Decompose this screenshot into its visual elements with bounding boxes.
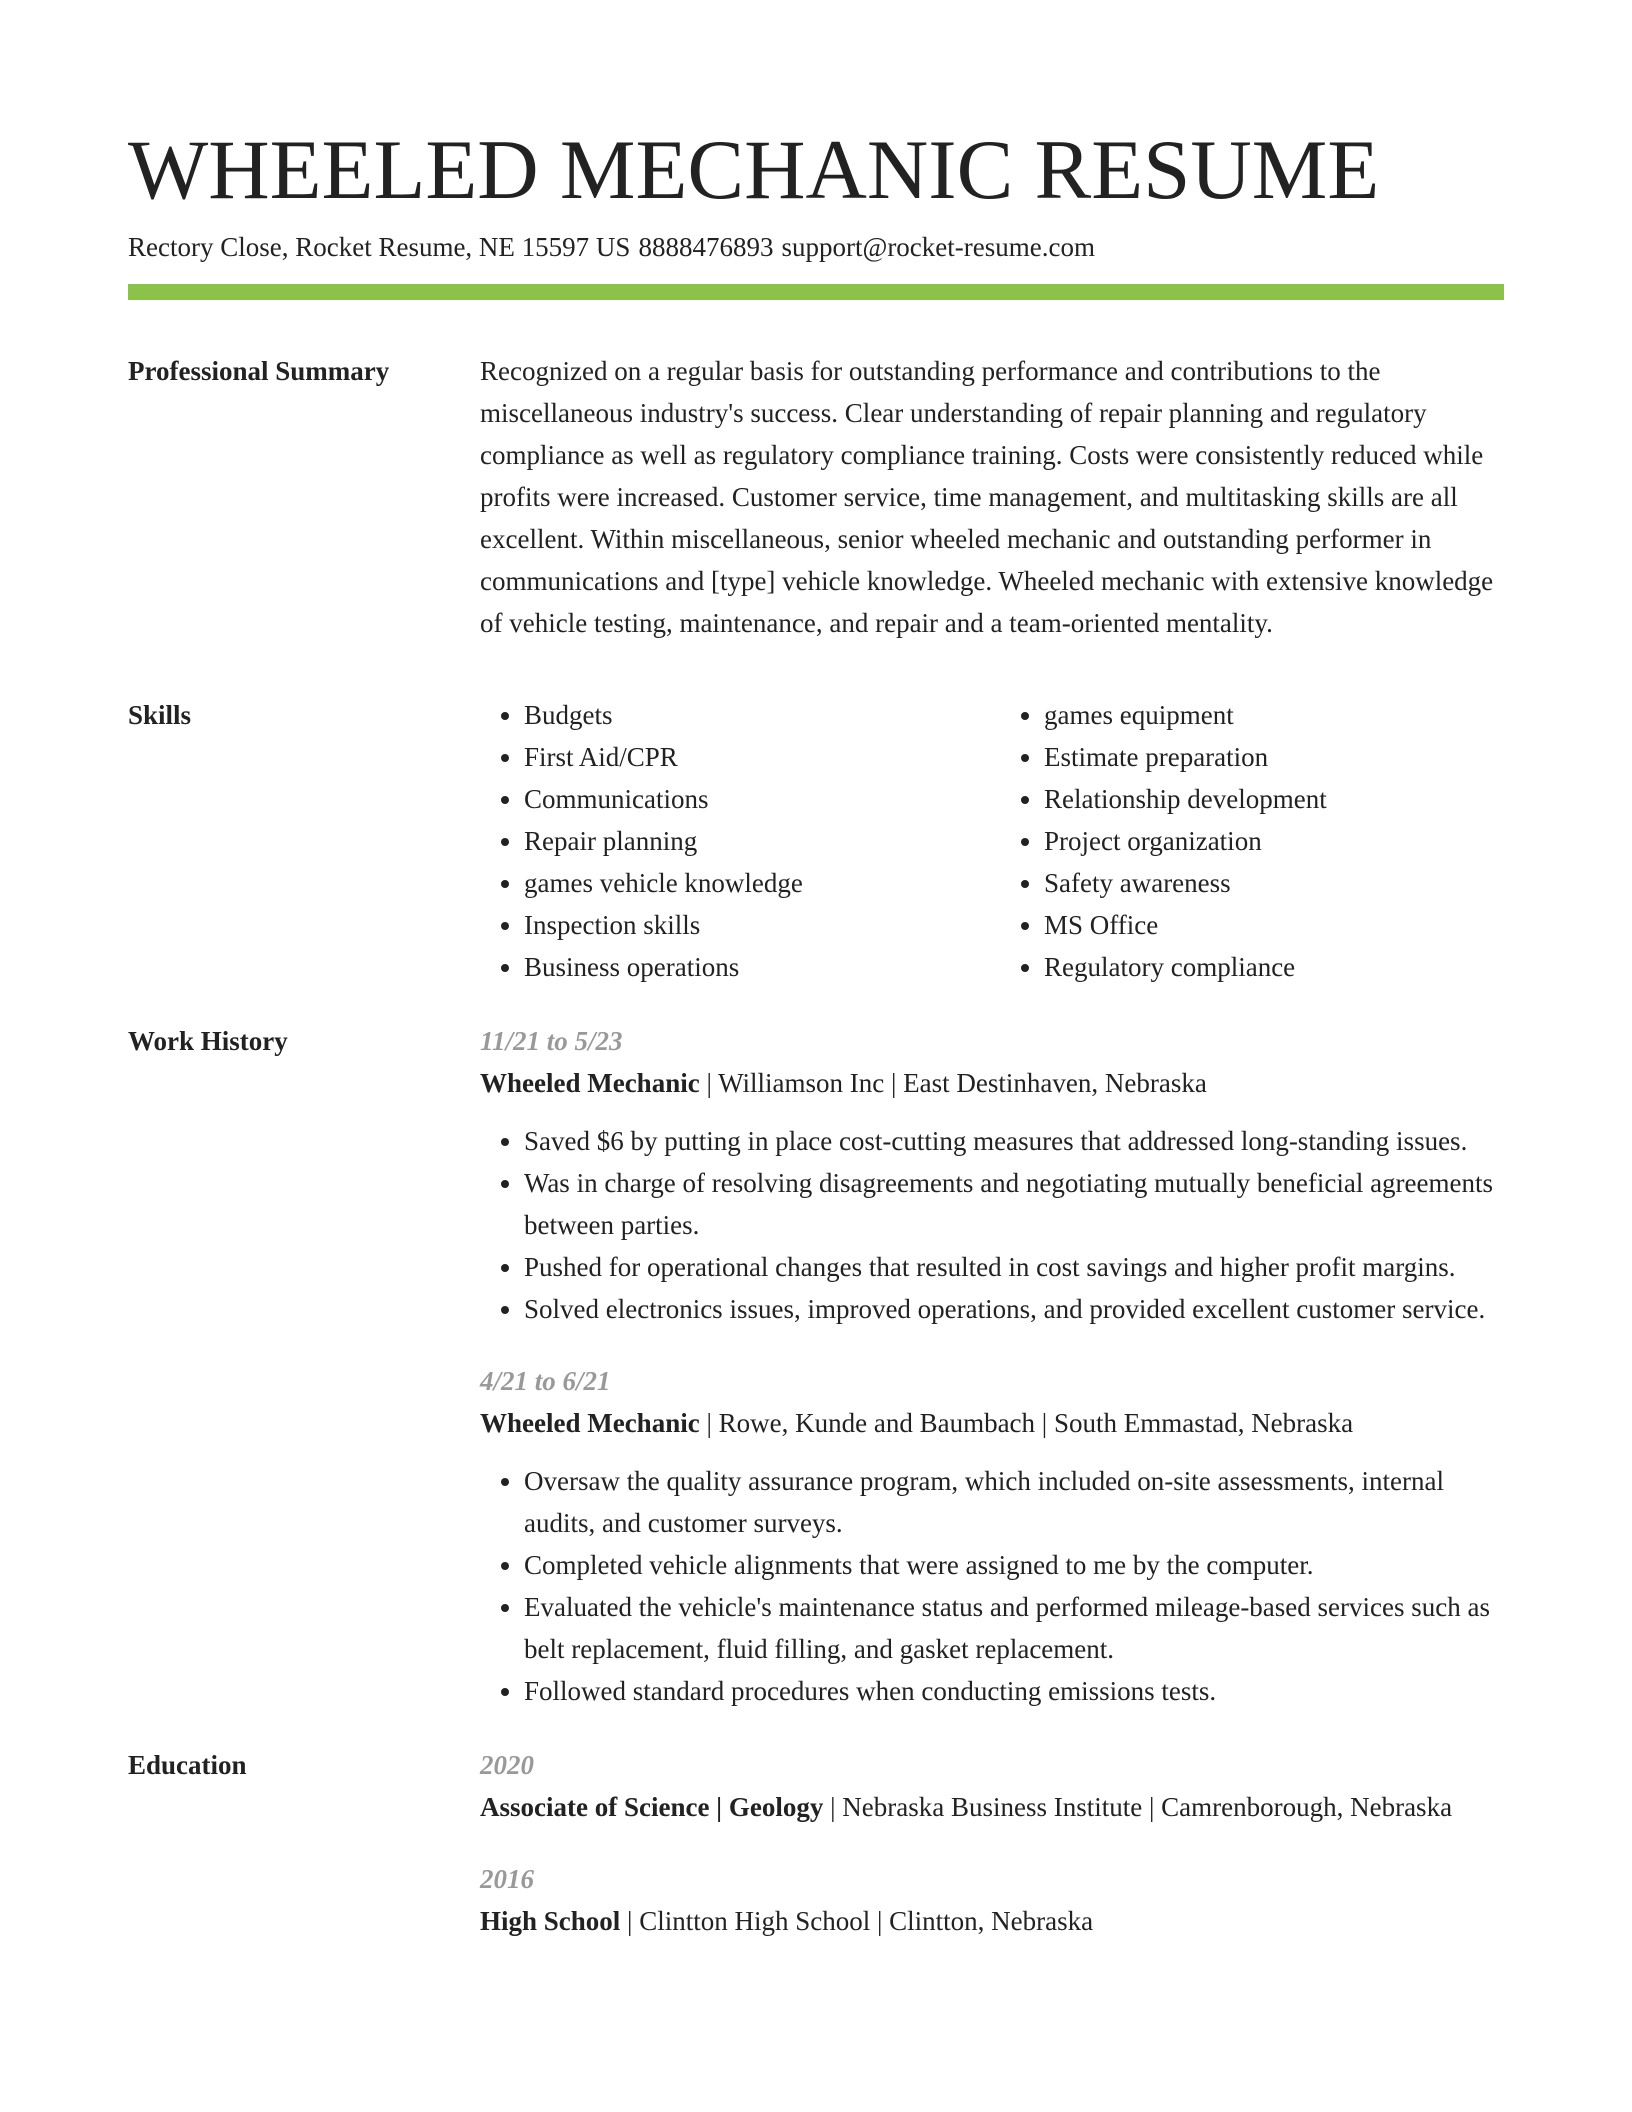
- job-title: Wheeled Mechanic: [480, 1408, 700, 1438]
- skill-item: • Relationship development: [1044, 778, 1504, 820]
- skill-item: • Inspection skills: [524, 904, 984, 946]
- section-label-skills: Skills: [128, 700, 192, 730]
- job-entry: [480, 1360, 1504, 1712]
- contact-line: [128, 230, 1504, 264]
- job-bullet: • Completed vehicle alignments that were assigned to me by the computer.: [524, 1544, 1504, 1586]
- job-heading: [480, 1062, 1504, 1104]
- job-bullet: • Solved electronics issues, improved operations, and provided excellent customer service.: [524, 1288, 1504, 1330]
- job-dates: 4/21 to 6/21: [480, 1366, 611, 1396]
- summary-body: [480, 350, 1504, 644]
- skill-item: • Estimate preparation: [1044, 736, 1504, 778]
- job-bullet: • Pushed for operational changes that resulted in cost savings and higher profit margins.: [524, 1246, 1504, 1288]
- section-label-work: Work History: [128, 1026, 288, 1056]
- resume-page: [128, 0, 1504, 1942]
- education-school-location: | Clintton High School | Clintton, Nebraska: [620, 1906, 1094, 1936]
- skill-item: • Regulatory compliance: [1044, 946, 1504, 988]
- job-heading: [480, 1402, 1504, 1444]
- contact-address: Rectory Close, Rocket Resume, NE 15597 US: [128, 232, 631, 262]
- skills-list-left: [480, 694, 984, 988]
- education-entry: [480, 1858, 1504, 1942]
- summary-text: Recognized on a regular basis for outstanding performance and contributions to the miscellaneous industry's success. Clear understanding of repair planning and regulatory compliance as well as regulatory compliance training. Costs were consistently reduced while profits were increased. Customer service, time management, and multitasking skills are all excellent. Within miscellaneous, senior wheeled mechanic and outstanding performer in communications and [type] vehicle knowledge. Wheeled mechanic with extensive knowledge of vehicle testing, maintenance, and repair and a team-oriented mentality.: [480, 356, 1494, 638]
- job-title: Wheeled Mechanic: [480, 1068, 700, 1098]
- job-bullets: [480, 1460, 1504, 1712]
- education-degree: Associate of Science | Geology: [480, 1792, 824, 1822]
- skills-body: [480, 694, 1504, 988]
- skill-item: • Project organization: [1044, 820, 1504, 862]
- education-degree: High School: [480, 1906, 621, 1936]
- skill-item: • games vehicle knowledge: [524, 862, 984, 904]
- work-body: [480, 1020, 1504, 1712]
- job-bullet: • Oversaw the quality assurance program, which included on-site assessments, internal audits, and customer surveys.: [524, 1460, 1504, 1544]
- section-work-history: [128, 1020, 1504, 1712]
- contact-phone: 8888476893: [638, 232, 774, 262]
- skill-item: • games equipment: [1044, 694, 1504, 736]
- education-year: 2016: [480, 1864, 534, 1894]
- skill-item: • Budgets: [524, 694, 984, 736]
- skill-item: • Repair planning: [524, 820, 984, 862]
- resume-title: WHEELED MECHANIC RESUME: [128, 123, 1380, 217]
- job-bullet: • Followed standard procedures when conducting emissions tests.: [524, 1670, 1504, 1712]
- education-heading: [480, 1900, 1504, 1942]
- job-bullets: [480, 1120, 1504, 1330]
- skill-item: • First Aid/CPR: [524, 736, 984, 778]
- job-entry: [480, 1020, 1504, 1330]
- education-year: 2020: [480, 1750, 534, 1780]
- skills-columns: [480, 694, 1504, 988]
- skill-item: • Safety awareness: [1044, 862, 1504, 904]
- skill-item: • Business operations: [524, 946, 984, 988]
- skills-list-right: [984, 694, 1504, 988]
- job-employer-location: | Williamson Inc | East Destinhaven, Nebraska: [699, 1068, 1207, 1098]
- job-bullet: • Saved $6 by putting in place cost-cutting measures that addressed long-standing issues.: [524, 1120, 1504, 1162]
- section-education: [128, 1744, 1504, 1942]
- education-heading: [480, 1786, 1504, 1828]
- job-dates: 11/21 to 5/23: [480, 1026, 623, 1056]
- section-professional-summary: [128, 350, 1504, 644]
- education-entry: [480, 1744, 1504, 1828]
- job-bullet: • Evaluated the vehicle's maintenance status and performed mileage-based services such as belt replacement, fluid filling, and gasket replacement.: [524, 1586, 1504, 1670]
- section-label-summary: Professional Summary: [128, 356, 390, 386]
- education-school-location: | Nebraska Business Institute | Camrenborough, Nebraska: [823, 1792, 1453, 1822]
- job-bullet: • Was in charge of resolving disagreements and negotiating mutually beneficial agreements between parties.: [524, 1162, 1504, 1246]
- skill-item: • Communications: [524, 778, 984, 820]
- section-skills: [128, 694, 1504, 988]
- education-body: [480, 1744, 1504, 1942]
- job-employer-location: | Rowe, Kunde and Baumbach | South Emmastad, Nebraska: [699, 1408, 1354, 1438]
- section-label-education: Education: [128, 1750, 247, 1780]
- header-divider: [128, 284, 1504, 300]
- contact-email: support@rocket-resume.com: [781, 232, 1095, 262]
- skill-item: • MS Office: [1044, 904, 1504, 946]
